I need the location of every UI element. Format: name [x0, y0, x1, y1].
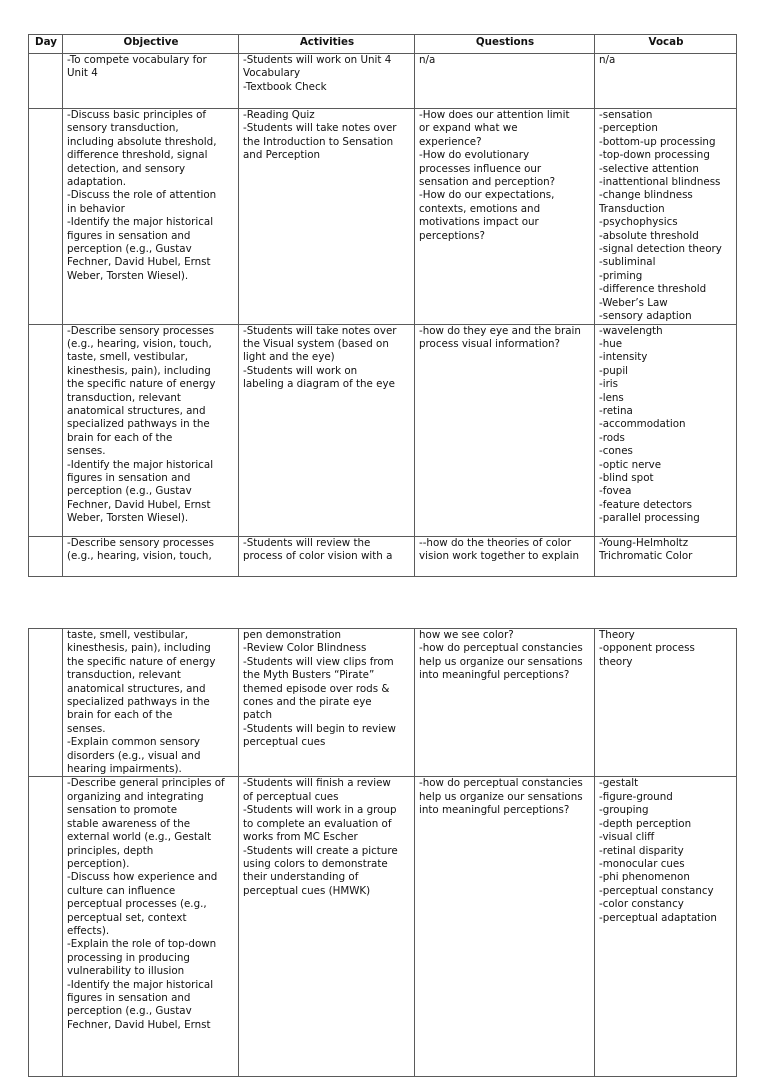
activities-cell: [239, 54, 415, 109]
objective-line: -Discuss basic principles of: [67, 109, 207, 121]
vocab-line: -depth perception: [599, 817, 692, 830]
questions-line: processes influence our: [419, 162, 542, 175]
vocab-line: -rods: [599, 431, 625, 444]
questions-cell: [415, 629, 595, 777]
objective-line: -To compete vocabulary for: [67, 54, 207, 66]
objective-line: senses.: [67, 445, 106, 458]
objective-line: -Discuss how experience and: [67, 871, 218, 884]
activities-cell: [239, 777, 415, 1077]
vocab-line: -iris: [599, 378, 619, 391]
objective-line: -Describe sensory processes: [67, 536, 215, 549]
vocab-line: -pupil: [599, 364, 629, 377]
header-questions: Questions: [415, 35, 595, 54]
header-day: Day: [29, 35, 63, 54]
objective-line: Fechner, David Hubel, Ernst: [67, 1018, 211, 1031]
activities-line: labeling a diagram of the eye: [243, 378, 395, 391]
objective-line: transduction, relevant: [67, 391, 181, 404]
activities-cell: [239, 536, 415, 576]
objective-line: -Identify the major historical: [67, 216, 214, 229]
vocab-line: -wavelength: [599, 324, 663, 337]
activities-line: -Review Color Blindness: [243, 642, 367, 655]
activities-line: their understanding of: [243, 871, 359, 884]
activities-line: cones and the pirate eye: [243, 696, 372, 709]
objective-line: anatomical structures, and: [67, 682, 206, 695]
objective-line: Weber, Torsten Wiesel).: [67, 269, 189, 282]
activities-line: -Students will finish a review: [243, 777, 391, 790]
objective-line: the specific nature of energy: [67, 378, 216, 391]
table-row: [29, 54, 737, 109]
objective-cell: [63, 324, 239, 536]
objective-line: perception (e.g., Gustav: [67, 1005, 192, 1018]
objective-line: brain for each of the: [67, 709, 173, 722]
questions-line: help us organize our sensations: [419, 655, 583, 668]
vocab-line: -phi phenomenon: [599, 871, 690, 884]
objective-line: -Explain common sensory: [67, 736, 201, 749]
questions-line: -How do evolutionary: [419, 149, 530, 162]
objective-line: adaptation.: [67, 176, 127, 189]
vocab-cell: [595, 777, 737, 1077]
vocab-line: -figure-ground: [599, 790, 673, 803]
vocab-cell: [595, 629, 737, 777]
questions-line: vision work together to explain: [419, 549, 580, 562]
questions-cell: [415, 109, 595, 325]
objective-line: brain for each of the: [67, 431, 173, 444]
objective-line: sensation to promote: [67, 804, 178, 817]
questions-line: perceptions?: [419, 229, 485, 242]
vocab-line: -opponent process: [599, 642, 695, 655]
vocab-line: -visual cliff: [599, 831, 655, 844]
vocab-line: -cones: [599, 445, 633, 458]
objective-line: Fechner, David Hubel, Ernst: [67, 498, 211, 511]
vocab-line: -subliminal: [599, 256, 656, 269]
vocab-line: -priming: [599, 269, 643, 282]
activities-line: light and the eye): [243, 351, 335, 364]
objective-line: taste, smell, vestibular,: [67, 629, 189, 641]
questions-line: help us organize our sensations: [419, 790, 583, 803]
objective-line: perceptual set, context: [67, 911, 187, 924]
vocab-line: Theory: [599, 629, 635, 641]
objective-line: difference threshold, signal: [67, 149, 208, 162]
day-cell: [29, 777, 63, 1077]
objective-line: senses.: [67, 722, 106, 735]
activities-line: -Students will work on Unit 4: [243, 54, 392, 66]
table-row: [29, 777, 737, 1077]
vocab-line: -accommodation: [599, 418, 686, 431]
activities-line: -Textbook Check: [243, 80, 327, 93]
table-row: [29, 629, 737, 777]
objective-line: stable awareness of the: [67, 817, 191, 830]
questions-line: or expand what we: [419, 122, 518, 135]
vocab-line: Transduction: [599, 202, 665, 215]
questions-cell: [415, 777, 595, 1077]
objective-line: processing in producing: [67, 951, 190, 964]
objective-line: -Describe general principles of: [67, 777, 225, 790]
questions-line: sensation and perception?: [419, 176, 556, 189]
table-row: [29, 109, 737, 325]
objective-line: figures in sensation and: [67, 991, 191, 1004]
vocab-line: -inattentional blindness: [599, 176, 721, 189]
objective-line: specialized pathways in the: [67, 418, 210, 431]
vocab-line: -change blindness: [599, 189, 693, 202]
activities-line: -Students will create a picture: [243, 844, 398, 857]
objective-line: culture can influence: [67, 884, 176, 897]
vocab-line: -selective attention: [599, 162, 699, 175]
vocab-line: -perception: [599, 122, 658, 135]
day-cell: [29, 536, 63, 576]
objective-line: Weber, Torsten Wiesel).: [67, 512, 189, 525]
vocab-line: -intensity: [599, 351, 648, 364]
objective-line: vulnerability to illusion: [67, 965, 185, 978]
objective-line: Unit 4: [67, 67, 98, 80]
activities-line: -Students will work in a group: [243, 804, 397, 817]
objective-line: -Identify the major historical: [67, 978, 214, 991]
objective-line: perception).: [67, 857, 130, 870]
activities-line: the Introduction to Sensation: [243, 135, 394, 148]
objective-line: disorders (e.g., visual and: [67, 749, 201, 762]
objective-line: perceptual processes (e.g.,: [67, 898, 207, 911]
table-row: [29, 324, 737, 536]
objective-line: perception (e.g., Gustav: [67, 485, 192, 498]
objective-line: the specific nature of energy: [67, 655, 216, 668]
vocab-line: -gestalt: [599, 777, 639, 790]
vocab-line: -hue: [599, 337, 623, 350]
questions-line: process visual information?: [419, 337, 561, 350]
questions-cell: [415, 324, 595, 536]
objective-line: principles, depth: [67, 844, 154, 857]
vocab-line: -retinal disparity: [599, 844, 684, 857]
activities-line: themed episode over rods &: [243, 682, 390, 695]
activities-line: to complete an evaluation of: [243, 817, 392, 830]
activities-line: perceptual cues (HMWK): [243, 884, 371, 897]
activities-line: -Reading Quiz: [243, 109, 315, 121]
objective-line: -Discuss the role of attention: [67, 189, 217, 202]
questions-line: -how do perceptual constancies: [419, 777, 583, 790]
vocab-line: -Young-Helmholtz: [599, 536, 689, 549]
vocab-line: -bottom-up processing: [599, 135, 716, 148]
objective-line: Fechner, David Hubel, Ernst: [67, 256, 211, 269]
objective-cell: [63, 777, 239, 1077]
vocab-line: -monocular cues: [599, 857, 685, 870]
questions-cell: [415, 536, 595, 576]
objective-line: hearing impairments).: [67, 763, 182, 776]
activities-line: -Students will take notes over: [243, 122, 397, 135]
activities-line: of perceptual cues: [243, 790, 339, 803]
activities-line: the Visual system (based on: [243, 337, 389, 350]
vocab-line: -top-down processing: [599, 149, 710, 162]
day-cell: [29, 324, 63, 536]
header-vocab: Vocab: [595, 35, 737, 54]
objective-line: -Describe sensory processes: [67, 324, 215, 337]
questions-line: how we see color?: [419, 629, 514, 641]
questions-line: -How does our attention limit: [419, 109, 570, 121]
header-row: [29, 35, 737, 54]
objective-line: kinesthesis, pain), including: [67, 364, 211, 377]
vocab-cell: [595, 109, 737, 325]
objective-line: including absolute threshold,: [67, 135, 217, 148]
activities-line: patch: [243, 709, 273, 722]
vocab-line: -fovea: [599, 485, 632, 498]
vocab-line: -perceptual adaptation: [599, 911, 717, 924]
lesson-plan-table-continued: [28, 628, 737, 1077]
objective-line: -Identify the major historical: [67, 458, 214, 471]
objective-line: (e.g., hearing, vision, touch,: [67, 549, 212, 562]
vocab-line: -sensation: [599, 109, 653, 121]
questions-line: -how do perceptual constancies: [419, 642, 583, 655]
vocab-cell: [595, 54, 737, 109]
activities-line: using colors to demonstrate: [243, 857, 388, 870]
vocab-line: -feature detectors: [599, 498, 693, 511]
questions-line: contexts, emotions and: [419, 202, 541, 215]
objective-line: taste, smell, vestibular,: [67, 351, 189, 364]
vocab-line: -parallel processing: [599, 512, 700, 525]
activities-line: Vocabulary: [243, 67, 301, 80]
page-2-lesson-table: [0, 628, 768, 1031]
vocab-line: -difference threshold: [599, 283, 707, 296]
activities-line: -Students will take notes over: [243, 324, 397, 337]
questions-line: n/a: [419, 54, 436, 66]
vocab-line: -psychophysics: [599, 216, 678, 229]
objective-line: specialized pathways in the: [67, 696, 210, 709]
objective-line: external world (e.g., Gestalt: [67, 831, 212, 844]
header-objective: Objective: [63, 35, 239, 54]
vocab-line: -signal detection theory: [599, 243, 722, 256]
activities-line: process of color vision with a: [243, 549, 393, 562]
objective-line: -Explain the role of top-down: [67, 938, 217, 951]
objective-line: detection, and sensory: [67, 162, 186, 175]
vocab-line: -Weber’s Law: [599, 296, 668, 309]
objective-line: in behavior: [67, 202, 125, 215]
questions-line: experience?: [419, 135, 482, 148]
questions-line: into meaningful perceptions?: [419, 669, 570, 682]
activities-cell: [239, 629, 415, 777]
objective-cell: [63, 629, 239, 777]
objective-line: perception (e.g., Gustav: [67, 243, 192, 256]
vocab-line: -perceptual constancy: [599, 884, 714, 897]
vocab-line: Trichromatic Color: [599, 549, 693, 562]
activities-line: works from MC Escher: [243, 831, 358, 844]
objective-line: (e.g., hearing, vision, touch,: [67, 337, 212, 350]
vocab-cell: [595, 536, 737, 576]
day-cell: [29, 54, 63, 109]
activities-line: the Myth Busters “Pirate”: [243, 669, 375, 682]
objective-line: effects).: [67, 924, 110, 937]
vocab-line: -absolute threshold: [599, 229, 699, 242]
vocab-line: -retina: [599, 404, 633, 417]
lesson-plan-table: [28, 34, 737, 577]
vocab-line: theory: [599, 655, 633, 668]
activities-line: -Students will view clips from: [243, 655, 394, 668]
table-row: [29, 536, 737, 576]
questions-line: --how do the theories of color: [419, 536, 572, 549]
activities-cell: [239, 324, 415, 536]
objective-cell: [63, 54, 239, 109]
activities-line: and Perception: [243, 149, 321, 162]
vocab-line: n/a: [599, 54, 616, 66]
activities-line: -Students will review the: [243, 536, 371, 549]
vocab-line: -grouping: [599, 804, 649, 817]
header-activities: Activities: [239, 35, 415, 54]
day-cell: [29, 629, 63, 777]
vocab-line: -blind spot: [599, 471, 654, 484]
vocab-line: -color constancy: [599, 898, 684, 911]
vocab-cell: [595, 324, 737, 536]
questions-line: -how do they eye and the brain: [419, 324, 581, 337]
questions-line: into meaningful perceptions?: [419, 804, 570, 817]
objective-cell: [63, 536, 239, 576]
day-cell: [29, 109, 63, 325]
questions-cell: [415, 54, 595, 109]
activities-line: -Students will begin to review: [243, 722, 396, 735]
activities-line: pen demonstration: [243, 629, 342, 641]
objective-line: figures in sensation and: [67, 471, 191, 484]
activities-line: -Students will work on: [243, 364, 358, 377]
page-1-lesson-table: [0, 34, 768, 562]
activities-line: perceptual cues: [243, 736, 326, 749]
objective-cell: [63, 109, 239, 325]
objective-line: organizing and integrating: [67, 790, 204, 803]
questions-line: motivations impact our: [419, 216, 539, 229]
objective-line: sensory transduction,: [67, 122, 179, 135]
objective-line: anatomical structures, and: [67, 404, 206, 417]
objective-line: kinesthesis, pain), including: [67, 642, 211, 655]
objective-line: figures in sensation and: [67, 229, 191, 242]
vocab-line: -optic nerve: [599, 458, 662, 471]
activities-cell: [239, 109, 415, 325]
objective-line: transduction, relevant: [67, 669, 181, 682]
vocab-line: -sensory adaption: [599, 310, 692, 323]
questions-line: -How do our expectations,: [419, 189, 555, 202]
vocab-line: -lens: [599, 391, 624, 404]
